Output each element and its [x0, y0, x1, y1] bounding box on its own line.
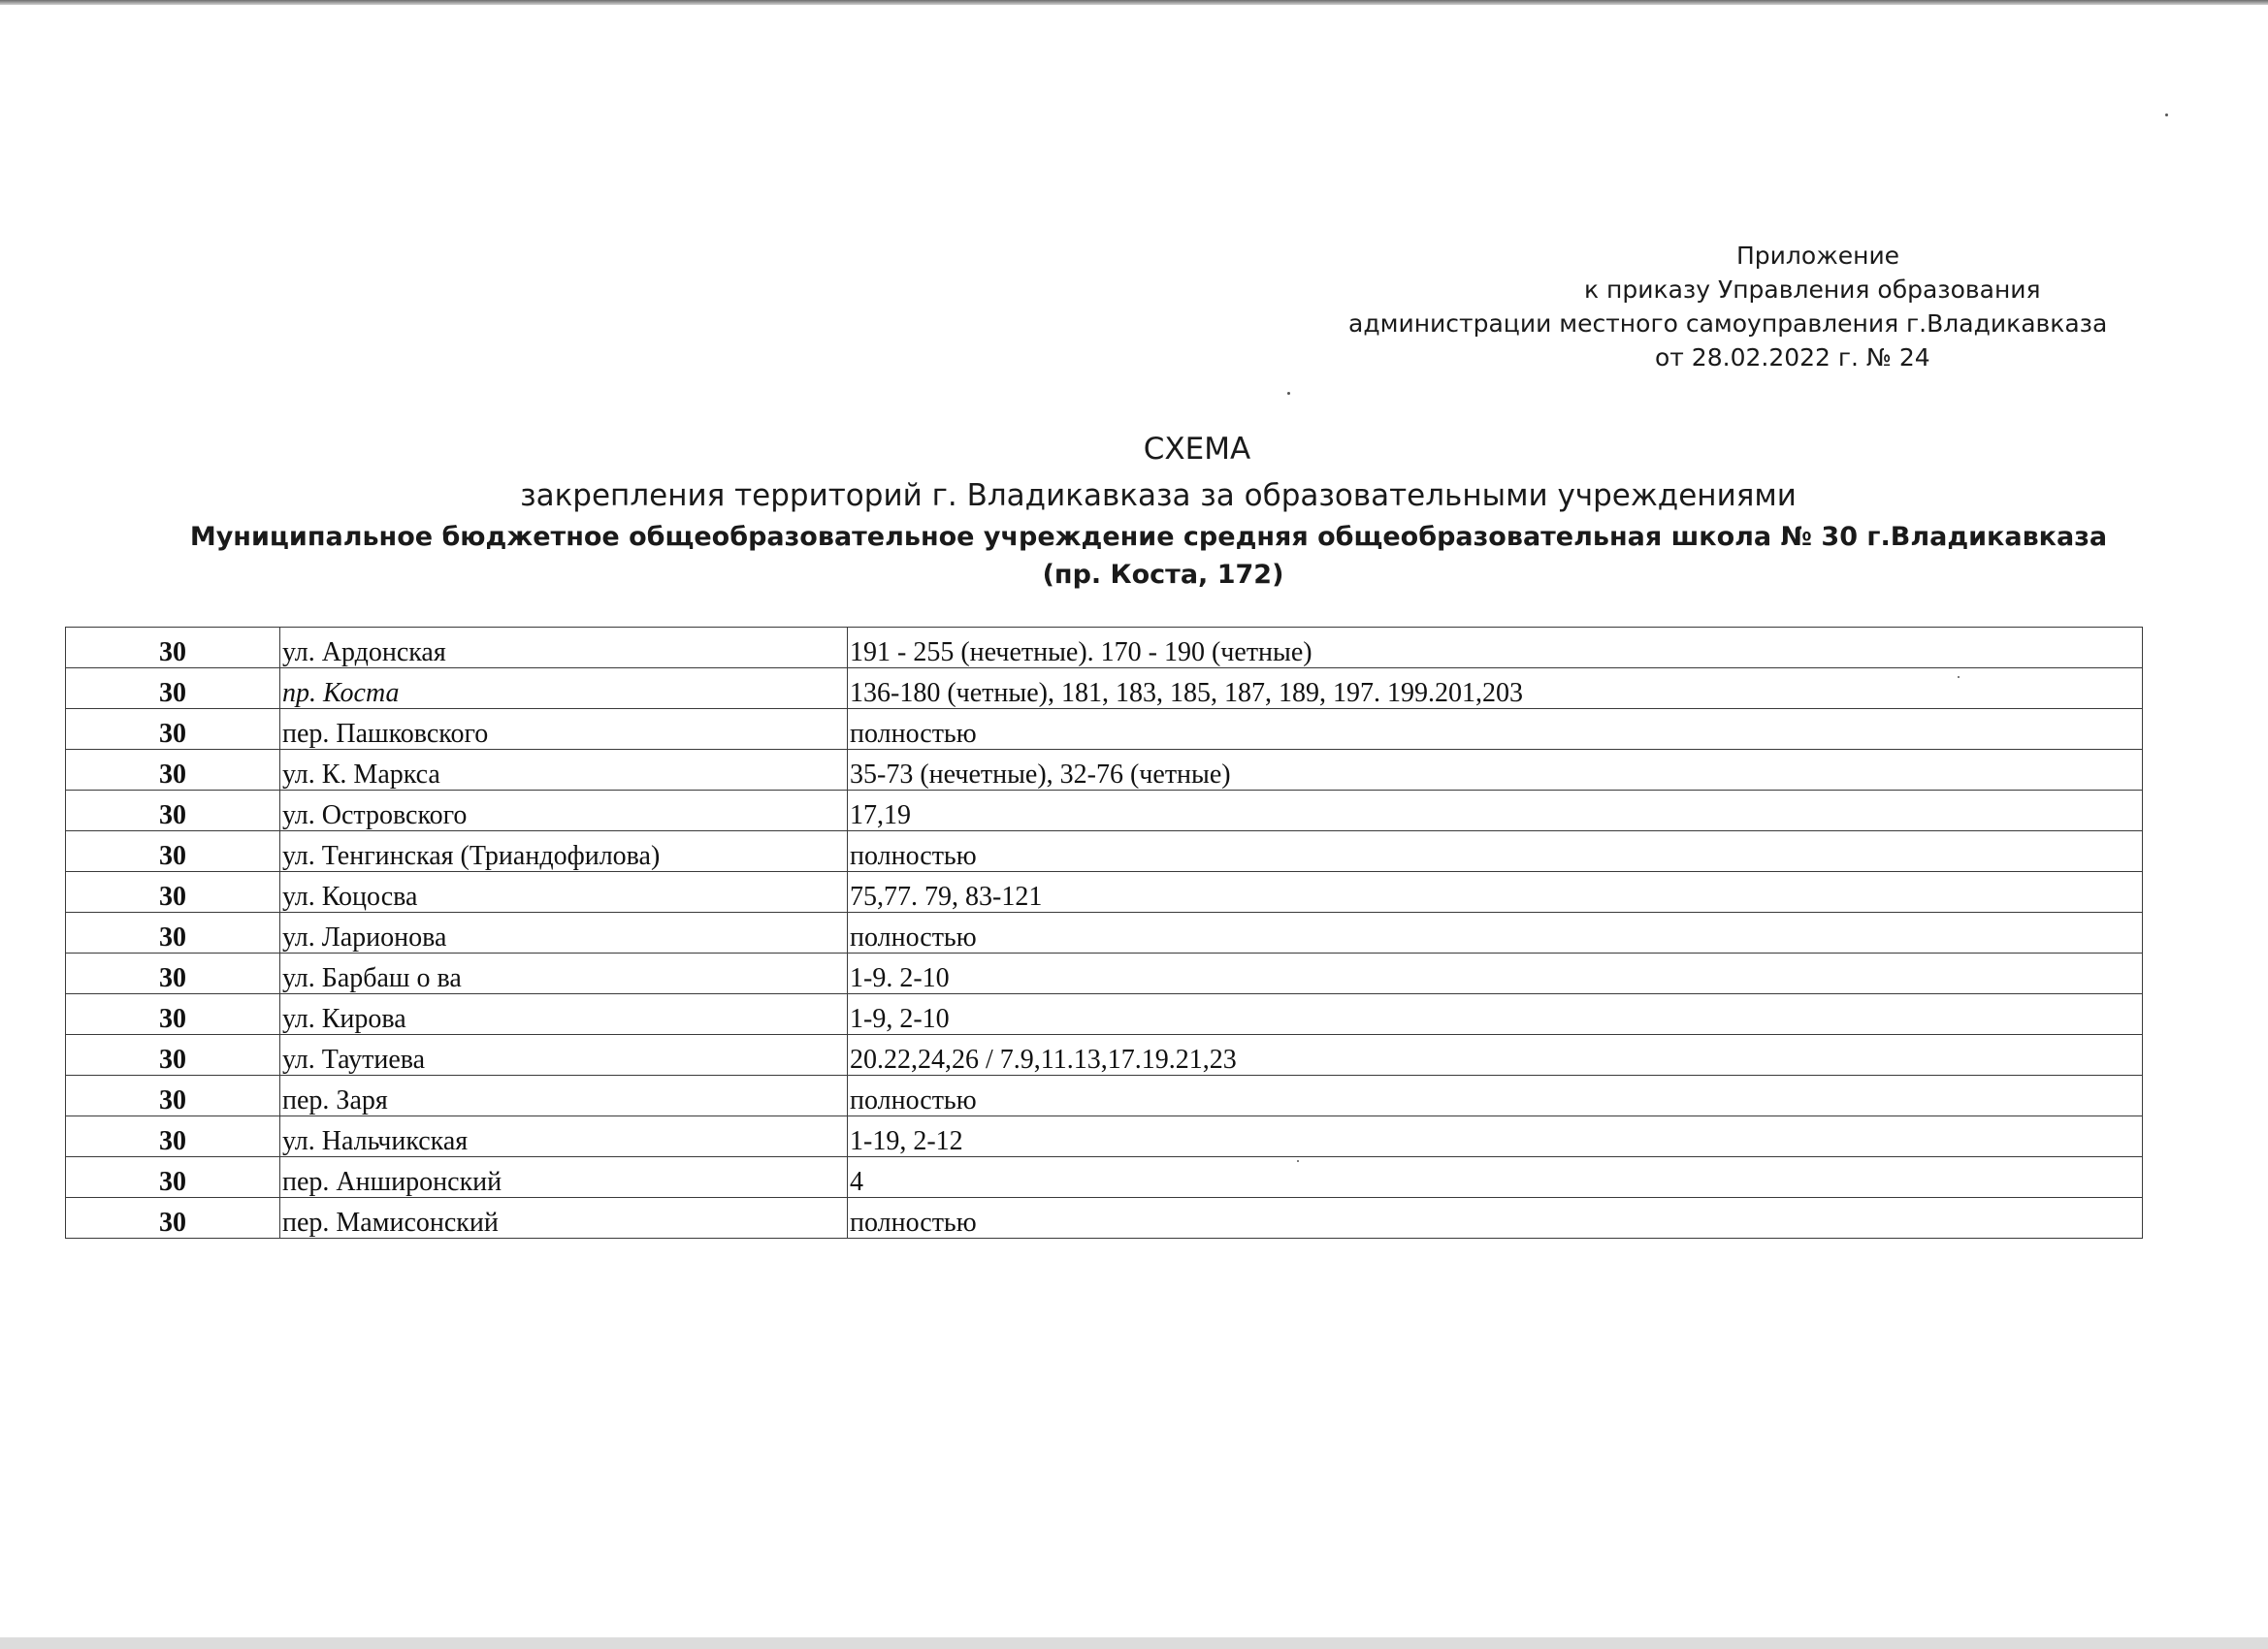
houses-cell: полностью — [848, 913, 2143, 954]
appendix-line-4: от 28.02.2022 г. № 24 — [1655, 343, 1930, 372]
houses-cell: полностью — [848, 1198, 2143, 1239]
territory-table-body — [66, 628, 2143, 1239]
school-number-cell: 30 — [66, 750, 280, 791]
houses-cell: 20.22,24,26 / 7.9,11.13,17.19.21,23 — [848, 1035, 2143, 1076]
table-row — [66, 831, 2143, 872]
houses-cell: 17,19 — [848, 791, 2143, 831]
school-number-cell: 30 — [66, 1157, 280, 1198]
school-number-cell: 30 — [66, 628, 280, 668]
street-cell: ул. Кирова — [280, 994, 848, 1035]
table-row — [66, 1035, 2143, 1076]
scan-speck — [1958, 676, 1960, 678]
school-address: (пр. Коста, 172) — [1042, 560, 1284, 590]
appendix-line-2: к приказу Управления образования — [1584, 275, 2041, 304]
school-number-cell: 30 — [66, 954, 280, 994]
table-row — [66, 913, 2143, 954]
document-subtitle: закрепления территорий г. Владикавказа за образовательными учреждениями — [520, 478, 1797, 513]
scan-speck — [1287, 392, 1290, 395]
appendix-line-3: администрации местного самоуправления г.Владикавказа — [1348, 309, 2108, 338]
street-cell: пер. Мамисонский — [280, 1198, 848, 1239]
houses-cell: 191 - 255 (нечетные). 170 - 190 (четные) — [848, 628, 2143, 668]
street-cell: ул. Ардонская — [280, 628, 848, 668]
table-row — [66, 668, 2143, 709]
houses-cell: 75,77. 79, 83-121 — [848, 872, 2143, 913]
table-row — [66, 872, 2143, 913]
school-number-cell: 30 — [66, 791, 280, 831]
school-number-cell: 30 — [66, 913, 280, 954]
houses-cell: 1-19, 2-12 — [848, 1116, 2143, 1157]
appendix-header — [1261, 239, 2192, 374]
houses-cell: 136-180 (четные), 181, 183, 185, 187, 189, 197. 199.201,203 — [848, 668, 2143, 709]
street-cell: ул. Островского — [280, 791, 848, 831]
table-row — [66, 954, 2143, 994]
document-title: СХЕМА — [1143, 432, 1251, 467]
scan-speck — [2165, 113, 2168, 116]
table-row — [66, 1076, 2143, 1116]
school-number-cell: 30 — [66, 1076, 280, 1116]
houses-cell: полностью — [848, 831, 2143, 872]
scan-bottom-edge — [0, 1637, 2268, 1649]
table-row — [66, 1116, 2143, 1157]
street-cell: пер. Анширонский — [280, 1157, 848, 1198]
table-row — [66, 628, 2143, 668]
houses-cell: 1-9. 2-10 — [848, 954, 2143, 994]
school-number-cell: 30 — [66, 994, 280, 1035]
school-number-cell: 30 — [66, 831, 280, 872]
document-heading — [0, 427, 2268, 594]
houses-cell: 4 — [848, 1157, 2143, 1198]
appendix-line-1: Приложение — [1736, 242, 1900, 270]
school-number-cell: 30 — [66, 1035, 280, 1076]
school-number-cell: 30 — [66, 1116, 280, 1157]
school-number-cell: 30 — [66, 668, 280, 709]
scan-top-edge — [0, 0, 2268, 5]
street-cell: ул. Ларионова — [280, 913, 848, 954]
school-name: Муниципальное бюджетное общеобразовательное учреждение средняя общеобразовательная школа № 30 г.Владикавказа — [189, 522, 2108, 552]
houses-cell: полностью — [848, 709, 2143, 750]
school-number-cell: 30 — [66, 1198, 280, 1239]
street-cell: ул. К. Маркса — [280, 750, 848, 791]
table-row — [66, 709, 2143, 750]
school-number-cell: 30 — [66, 872, 280, 913]
houses-cell: 35-73 (нечетные), 32-76 (четные) — [848, 750, 2143, 791]
scan-speck — [1297, 1160, 1299, 1162]
street-cell: ул. Тенгинская (Триандофилова) — [280, 831, 848, 872]
table-row — [66, 791, 2143, 831]
street-cell: ул. Таутиева — [280, 1035, 848, 1076]
street-cell: пр. Коста — [280, 668, 848, 709]
table-row — [66, 994, 2143, 1035]
houses-cell: полностью — [848, 1076, 2143, 1116]
table-row — [66, 750, 2143, 791]
table-row — [66, 1157, 2143, 1198]
street-cell: ул. Барбаш о ва — [280, 954, 848, 994]
table-row — [66, 1198, 2143, 1239]
houses-cell: 1-9, 2-10 — [848, 994, 2143, 1035]
school-number-cell: 30 — [66, 709, 280, 750]
street-cell: ул. Нальчикская — [280, 1116, 848, 1157]
street-cell: пер. Заря — [280, 1076, 848, 1116]
territory-table — [65, 627, 2143, 1239]
street-cell: ул. Коцосва — [280, 872, 848, 913]
street-cell: пер. Пашковского — [280, 709, 848, 750]
